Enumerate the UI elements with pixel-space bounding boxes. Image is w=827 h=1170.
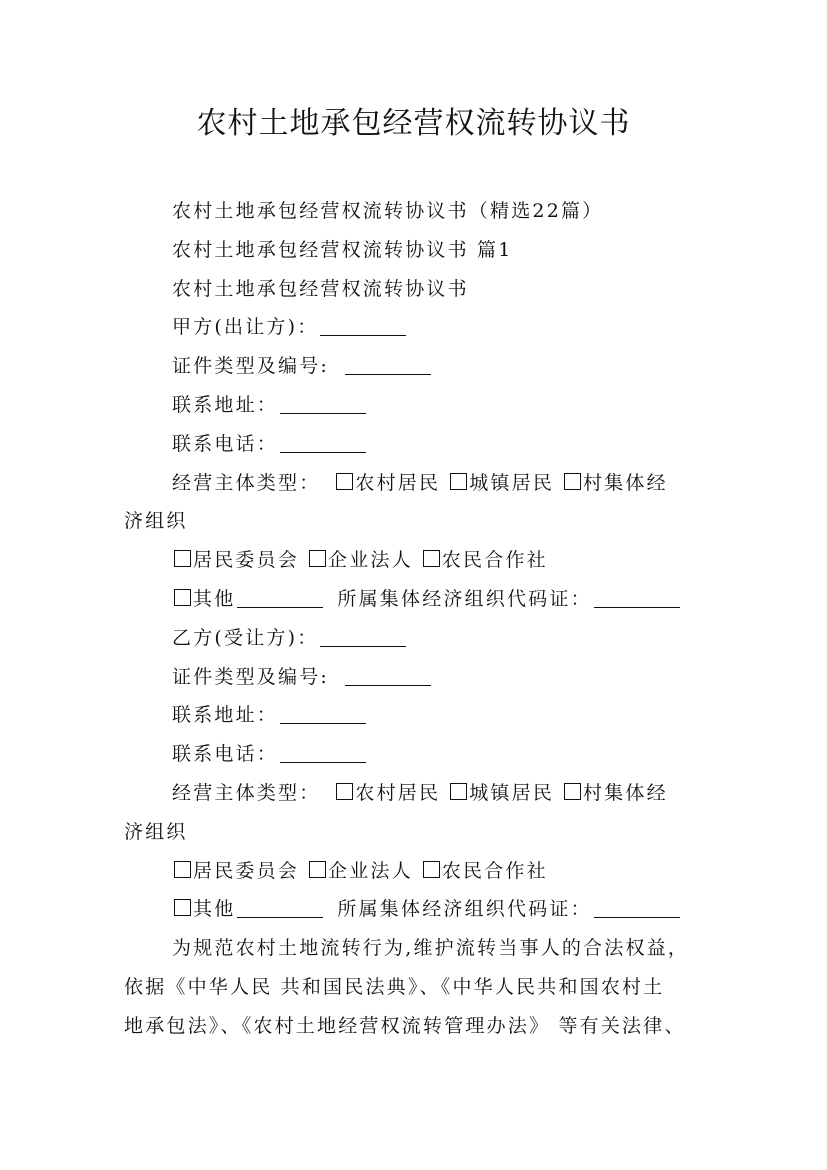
doc-title-line: 农村土地承包经营权流转协议书	[172, 277, 469, 300]
party-a-type-line	[124, 464, 714, 503]
party-a-option-collective: 村集体经	[583, 471, 668, 494]
checkbox-icon[interactable]	[564, 473, 581, 490]
subtitle-line: 农村土地承包经营权流转协议书（精选22篇）	[172, 200, 604, 222]
party-b-option-urban: 城镇居民	[469, 781, 555, 804]
party-a-code-blank[interactable]	[594, 587, 680, 608]
checkbox-icon[interactable]	[564, 783, 581, 800]
party-b-label: 乙方(受让方)：	[172, 626, 319, 649]
party-b-other-line	[124, 890, 714, 929]
preamble-line-3: 地承包法》、《农村土地经营权流转管理办法》 等有关法律、	[124, 1014, 686, 1037]
checkbox-icon[interactable]	[174, 589, 191, 606]
party-a-option-committee: 居民委员会	[193, 549, 300, 572]
preamble-line-2: 依据《中华人民 共和国民法典》、《中华人民共和国农村土	[124, 975, 665, 998]
checkbox-icon[interactable]	[423, 550, 440, 567]
party-a-option-enterprise: 企业法人	[328, 549, 413, 572]
party-a-option-urban: 城镇居民	[469, 471, 555, 494]
chapter-line: 农村土地承包经营权流转协议书 篇1	[172, 238, 513, 261]
party-a-code-label: 所属集体经济组织代码证：	[337, 587, 592, 610]
party-b-code-label: 所属集体经济组织代码证：	[337, 898, 592, 921]
party-b-option-collective: 村集体经	[583, 781, 668, 804]
checkbox-icon[interactable]	[174, 899, 191, 916]
party-a-line	[124, 308, 714, 347]
party-a-blank[interactable]	[320, 315, 406, 336]
checkbox-icon[interactable]	[309, 550, 326, 567]
checkbox-icon[interactable]	[423, 861, 440, 878]
checkbox-icon[interactable]	[450, 783, 467, 800]
party-b-phone-line	[124, 735, 714, 774]
party-a-id-line	[124, 347, 714, 386]
party-a-option-coop: 农民合作社	[441, 549, 548, 572]
document-title: 农村土地承包经营权流转协议书	[196, 106, 631, 141]
party-a-other-label: 其他	[193, 587, 236, 610]
party-b-code-blank[interactable]	[594, 897, 680, 918]
party-a-phone-line	[124, 425, 714, 464]
checkbox-icon[interactable]	[174, 550, 191, 567]
party-b-option-committee: 居民委员会	[193, 859, 300, 882]
checkbox-icon[interactable]	[450, 473, 467, 490]
party-a-phone-blank[interactable]	[280, 432, 366, 453]
preamble-line-1: 为规范农村土地流转行为,维护流转当事人的合法权益，	[172, 937, 690, 960]
party-a-address-line	[124, 386, 714, 425]
checkbox-icon[interactable]	[309, 861, 326, 878]
party-b-type-wrap-line: 济组织	[124, 820, 188, 843]
party-a-phone-label: 联系电话：	[172, 432, 279, 455]
party-b-option-coop: 农民合作社	[441, 859, 548, 882]
party-b-line	[124, 619, 714, 658]
document-body	[124, 192, 714, 1046]
party-a-options-row2	[124, 541, 714, 580]
party-a-type-label: 经营主体类型：	[172, 471, 321, 494]
party-a-other-blank[interactable]	[237, 587, 323, 608]
party-b-phone-label: 联系电话：	[172, 743, 279, 766]
checkbox-icon[interactable]	[336, 473, 353, 490]
party-a-option-rural: 农村居民	[355, 471, 441, 494]
party-a-address-label: 联系地址：	[172, 393, 279, 416]
party-b-other-label: 其他	[193, 898, 236, 921]
party-a-type-wrap-line: 济组织	[124, 510, 188, 533]
party-b-id-blank[interactable]	[345, 665, 431, 686]
party-b-address-line	[124, 696, 714, 735]
party-b-option-rural: 农村居民	[355, 781, 441, 804]
party-b-option-enterprise: 企业法人	[328, 859, 413, 882]
party-a-other-line	[124, 580, 714, 619]
party-b-type-label: 经营主体类型：	[172, 781, 321, 804]
party-b-id-label: 证件类型及编号:	[172, 665, 330, 688]
party-b-options-row2	[124, 852, 714, 891]
party-b-phone-blank[interactable]	[280, 742, 366, 763]
party-a-address-blank[interactable]	[280, 393, 366, 414]
checkbox-icon[interactable]	[174, 861, 191, 878]
party-b-address-label: 联系地址：	[172, 704, 279, 727]
party-a-id-blank[interactable]	[345, 354, 431, 375]
party-b-address-blank[interactable]	[280, 703, 366, 724]
party-b-other-blank[interactable]	[237, 897, 323, 918]
party-b-blank[interactable]	[320, 626, 406, 647]
checkbox-icon[interactable]	[336, 783, 353, 800]
party-a-id-label: 证件类型及编号:	[172, 355, 330, 378]
party-b-id-line	[124, 658, 714, 697]
party-b-type-line	[124, 774, 714, 813]
party-a-label: 甲方(出让方)：	[172, 316, 319, 339]
